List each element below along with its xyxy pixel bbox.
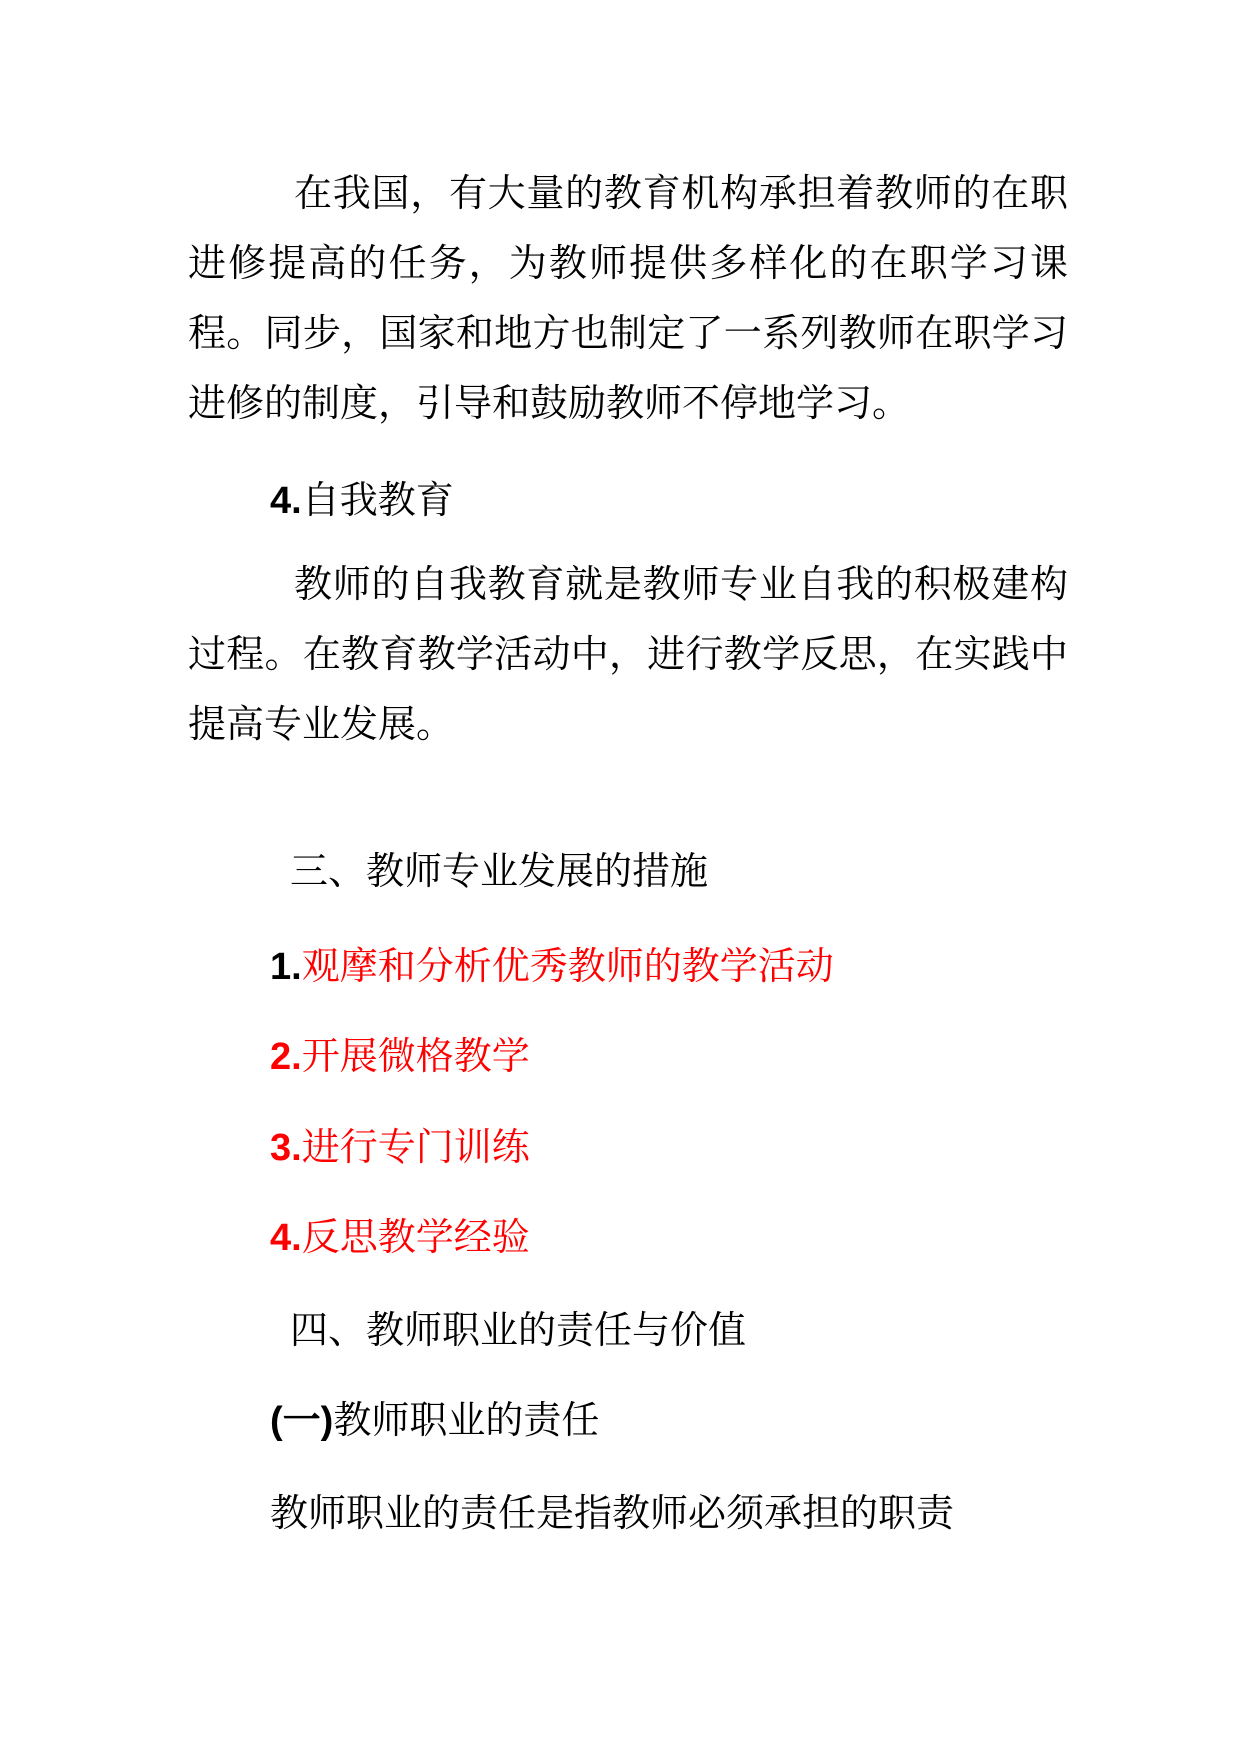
measure-item-2 <box>270 1031 530 1082</box>
subsection-heading-responsibility <box>270 1395 599 1446</box>
measure-item-1 <box>270 941 834 992</box>
measure-item-3 <box>270 1122 530 1173</box>
section-heading-responsibility: 四、教师职业的责任与价值 <box>290 1308 747 1352</box>
paragraph-self-education: 教师的自我教育就是教师专业自我的积极建构过程。在教育教学活动中，进行教学反思，在实践中提高专业发展。 <box>188 562 1068 746</box>
section-heading-measures: 三、教师专业发展的措施 <box>290 849 709 893</box>
measure-text: 反思教学经验 <box>301 1215 530 1259</box>
heading-number: 4. <box>270 480 302 522</box>
paragraph-in-service-training: 在我国，有大量的教育机构承担着教师的在职进修提高的任务，为教师提供多样化的在职学习课程。同步，国家和地方也制定了一系列教师在职学习进修的制度，引导和鼓励教师不停地学习。 <box>188 171 1068 425</box>
measure-number: 1. <box>270 946 302 988</box>
measure-text: 开展微格教学 <box>301 1034 530 1078</box>
heading-self-education <box>270 475 454 526</box>
paragraph-responsibility: 教师职业的责任是指教师必须承担的职责 <box>270 1491 955 1535</box>
measure-text: 观摩和分析优秀教师的教学活动 <box>301 944 834 988</box>
measure-text: 进行专门训练 <box>301 1125 530 1169</box>
subsection-text: 教师职业的责任 <box>333 1398 600 1442</box>
measure-item-4 <box>270 1212 530 1263</box>
measure-number: 3. <box>270 1127 302 1169</box>
heading-text: 自我教育 <box>301 478 454 522</box>
measure-number: 4. <box>270 1217 302 1259</box>
measure-number: 2. <box>270 1036 302 1078</box>
subsection-number: (一) <box>270 1400 334 1442</box>
